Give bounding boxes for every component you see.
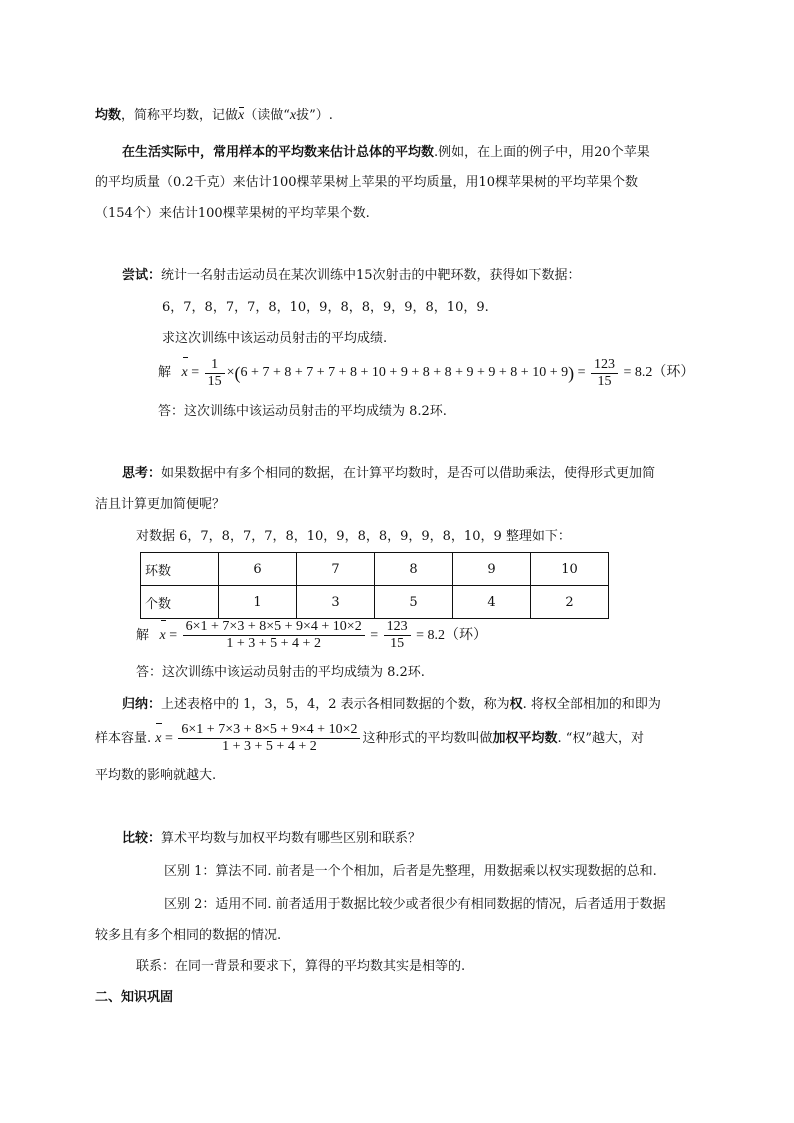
fraction-result	[591, 357, 618, 390]
table-cell: 4	[453, 586, 531, 619]
frac-denominator: 1 + 3 + 5 + 4 + 2	[222, 739, 317, 755]
try-solve-label: 解	[158, 365, 172, 381]
frequency-table	[140, 552, 609, 619]
compare-link: 联系：在同一背景和要求下，算得的平均数其实是相等的.	[136, 959, 466, 974]
intro-suffix: （读做“	[244, 108, 290, 123]
think-result: = 8.2（环）	[416, 628, 488, 643]
compare-diff-1: 区别 1：算法不同. 前者是一个个相加，后者是先整理，用数据乘以权实现数据的总和.	[164, 864, 657, 879]
intro-bold: 均数	[95, 108, 122, 123]
summary-line-3: 平均数的影响就越大.	[95, 768, 217, 783]
intro-suffix2: 拔”）.	[296, 108, 333, 123]
frac-numerator: 6×1 + 7×3 + 8×5 + 9×4 + 10×2	[183, 619, 365, 636]
table-cell: 1	[219, 586, 297, 619]
compare-text: 算术平均数与加权平均数有哪些区别和联系？	[161, 831, 422, 846]
table-row	[141, 553, 609, 586]
frac-numerator: 123	[384, 619, 411, 636]
table-cell: 2	[531, 586, 609, 619]
try-label: 尝试：	[122, 268, 162, 283]
x-bar-symbol: x	[182, 356, 188, 390]
summary-text-2b: 这种形式的平均数叫做	[362, 731, 493, 746]
table-cell: 9	[453, 553, 531, 586]
think-solution: 解 x = $\frac{6\times 1 + 7\times 3 + 8\times 5 + 9\times 4 + 10\times 2}{1 + 3 + 5 + 4 + 2}$ = $\frac{123}{15}$ = 8.2（环）	[136, 619, 488, 652]
compare-diff-2a: 区别 2：适用不同. 前者适用于数据比较少或者很少有相同数据的情况，后者适用于数据	[164, 897, 666, 912]
try-result: = 8.2（环）	[623, 365, 695, 381]
think-line-2: 洁且计算更加简便呢？	[95, 497, 226, 512]
frac-numerator: 123	[591, 357, 618, 374]
try-line	[122, 266, 581, 286]
frac-denominator: 1 + 3 + 5 + 4 + 2	[226, 636, 321, 652]
table-cell: 5	[375, 586, 453, 619]
compare-line	[122, 829, 421, 849]
weight-term: 权	[509, 697, 523, 712]
frac-numerator: 6×1 + 7×3 + 8×5 + 9×4 + 10×2	[178, 722, 360, 739]
weighted-fraction	[183, 619, 365, 652]
think-answer: 答：这次训练中该运动员射击的平均成绩为 8.2环.	[136, 665, 425, 680]
summary-text-2a: 样本容量.	[95, 731, 152, 746]
intro-text: ，简称平均数，记做	[121, 108, 239, 123]
x-bar-symbol: x	[238, 106, 244, 126]
try-solution: 解 x = $\frac{1}{15}$ ×(6 + 7 + 8 + 7 + 7 + 8 + 10 + 9 + 8 + 8 + 9 + 9 + 8 + 10 + 9) = $\frac{123}{15}$ = 8.2（环）	[158, 356, 695, 389]
frac-denominator: 15	[597, 373, 612, 389]
x-bar-symbol: x	[155, 722, 161, 756]
fraction-one-fifteenth	[205, 357, 225, 390]
weighted-mean-term: 加权平均数	[492, 731, 558, 746]
fraction-result	[384, 619, 411, 652]
life-line-1	[122, 143, 650, 163]
summary-line-2: 样本容量. x = $\frac{6\times 1 + 7\times 3 + 8\times 5 + 9\times 4 + 10\times 2}{1 + 3 + 5 + 4 + 2}$ 这种形式的平均数叫做加权平均数. “权”越大，对	[95, 722, 645, 755]
table-row	[141, 586, 609, 619]
think-line-1	[122, 464, 655, 484]
frac-numerator: 1	[205, 357, 225, 374]
frac-denominator: 15	[207, 373, 222, 389]
compare-label: 比较：	[122, 831, 162, 846]
life-text-1: .例如，在上面的例子中，用20个苹果	[434, 145, 650, 160]
life-bold: 在生活实际中，常用样本的平均数来估计总体的平均数	[122, 145, 435, 160]
table-cell: 10	[531, 553, 609, 586]
try-text: 统计一名射击运动员在某次训练中15次射击的中靶环数，获得如下数据：	[161, 268, 581, 283]
summary-text-1b: . 将权全部相加的和即为	[522, 697, 661, 712]
think-solve-label: 解	[136, 628, 150, 643]
x-word: x	[289, 108, 297, 123]
table-cell: 个数	[141, 586, 219, 619]
summary-label: 归纳：	[122, 697, 162, 712]
try-data: 6，7，8，7，7，8，10，9，8，8，9，9，8，10，9.	[162, 300, 489, 315]
table-cell: 7	[297, 553, 375, 586]
summary-line-1	[122, 695, 661, 715]
think-label: 思考：	[122, 466, 162, 481]
compare-diff-2b: 较多且有多个相同的数据的情况.	[95, 928, 282, 943]
table-cell: 8	[375, 553, 453, 586]
table-cell: 3	[297, 586, 375, 619]
try-question: 求这次训练中该运动员射击的平均成绩.	[162, 331, 388, 346]
life-line-2: 的平均质量（0.2千克）来估计100棵苹果树上苹果的平均质量，用10棵苹果树的平均苹果个数	[95, 175, 639, 190]
intro-line	[95, 106, 333, 126]
frac-denominator: 15	[390, 636, 405, 652]
sum-expression: 6 + 7 + 8 + 7 + 7 + 8 + 10 + 9 + 8 + 8 + 9 + 9 + 8 + 10 + 9	[240, 365, 569, 381]
think-arrange: 对数据 6，7，8，7，7，8，10，9，8，8，9，9，8，10，9 整理如下：	[136, 529, 571, 544]
section-heading: 二、知识巩固	[95, 990, 174, 1005]
weighted-fraction	[178, 722, 360, 755]
x-bar-symbol: x	[160, 619, 166, 653]
table-cell: 6	[219, 553, 297, 586]
table-cell: 环数	[141, 553, 219, 586]
think-text-1: 如果数据中有多个相同的数据，在计算平均数时，是否可以借助乘法，使得形式更加简	[161, 466, 656, 481]
summary-text-2c: . “权”越大，对	[557, 731, 645, 746]
life-line-3: （154个）来估计100棵苹果树的平均苹果个数.	[95, 206, 370, 221]
summary-text-1a: 上述表格中的 1，3，5，4，2 表示各相同数据的个数，称为	[161, 697, 510, 712]
try-answer: 答：这次训练中该运动员射击的平均成绩为 8.2环.	[158, 404, 447, 419]
